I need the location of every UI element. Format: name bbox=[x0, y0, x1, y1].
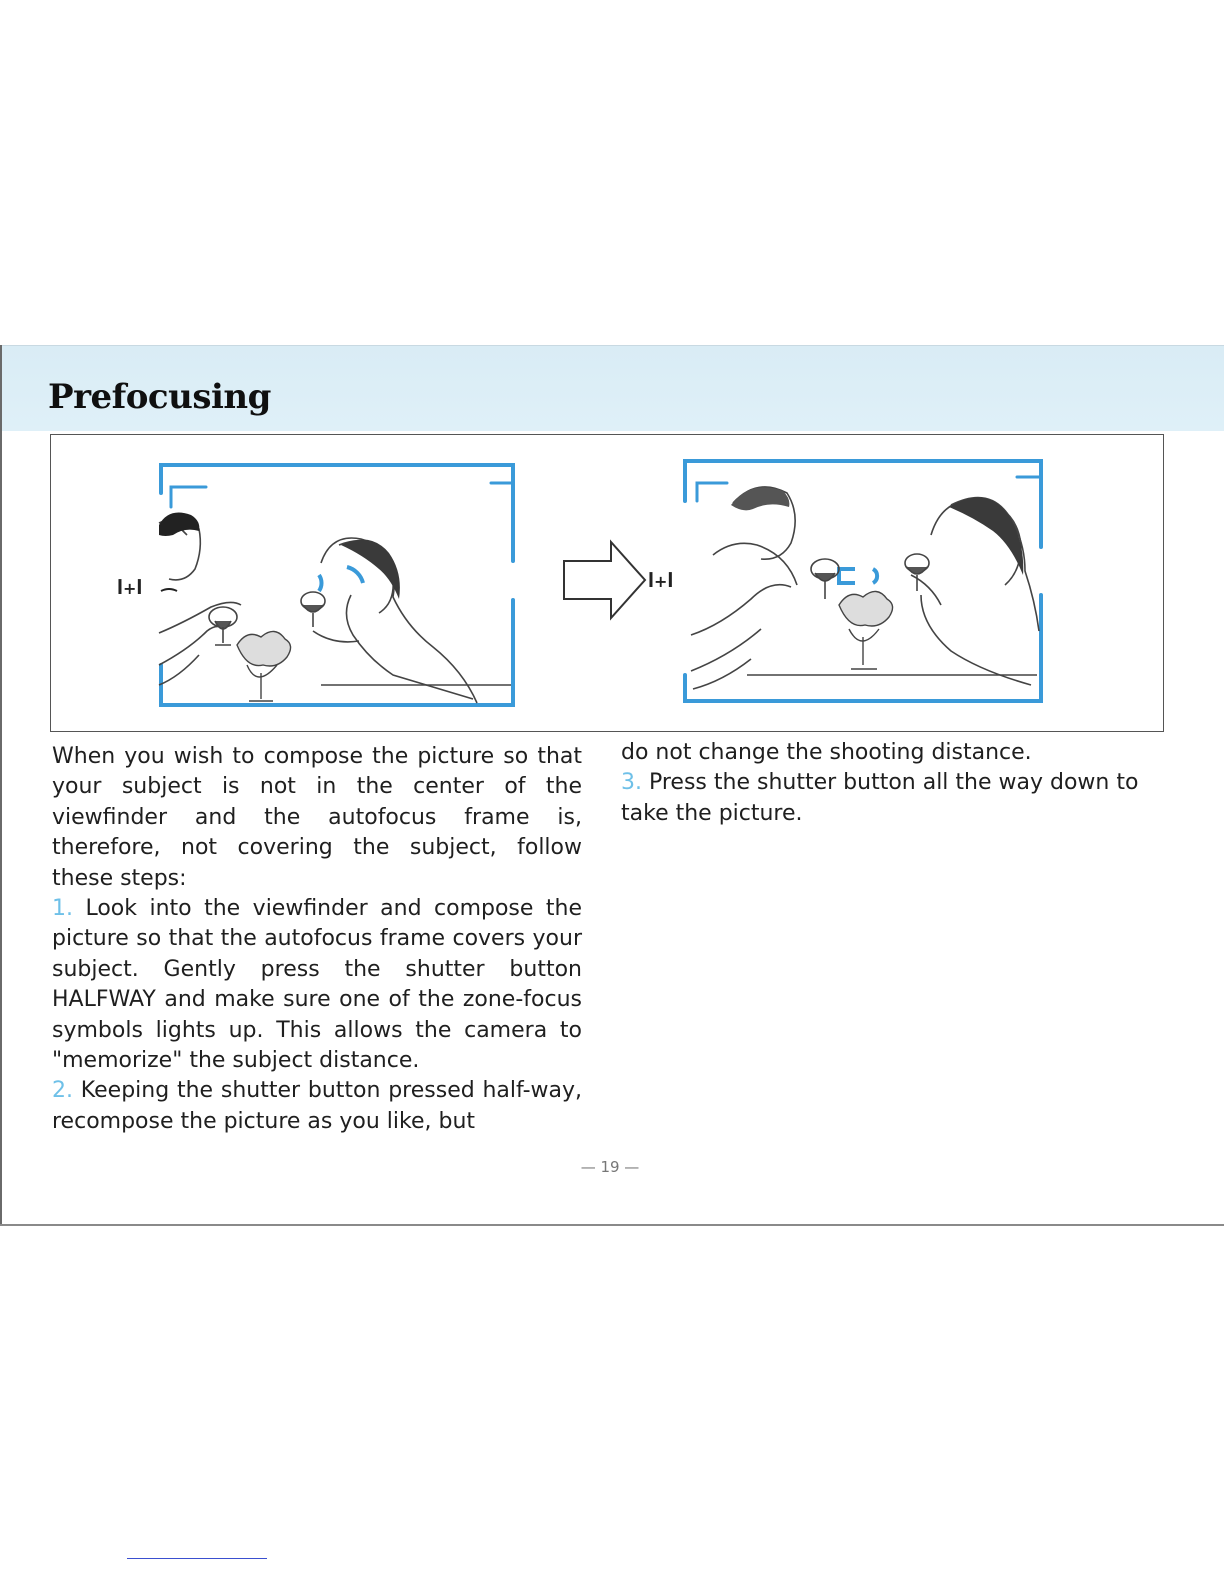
left-woman-sketch bbox=[313, 538, 511, 703]
bottom-link-underline bbox=[127, 1558, 267, 1559]
step-2-text: Keeping the shutter button pressed half-way, recompose the picture as you like, but bbox=[52, 1078, 582, 1134]
right-column-text bbox=[621, 738, 1156, 829]
page-left-rule bbox=[0, 345, 2, 1225]
right-man-glass bbox=[811, 559, 839, 599]
illustration-svg bbox=[51, 435, 1163, 731]
page-title: Prefocusing bbox=[48, 377, 271, 417]
left-viewfinder-frame bbox=[161, 465, 513, 705]
step-3-text: Press the shutter button all the way down to take the picture. bbox=[621, 770, 1139, 826]
step-3-number: 3. bbox=[621, 770, 642, 796]
page-number: — 19 — bbox=[580, 1158, 640, 1176]
right-autofocus-frame bbox=[839, 569, 877, 583]
step-2-number: 2. bbox=[52, 1078, 73, 1104]
left-man-hand bbox=[161, 589, 177, 591]
right-man-sketch bbox=[691, 487, 797, 689]
right-flower-vase bbox=[839, 591, 893, 669]
intro-paragraph: When you wish to compose the picture so that your subject is not in the center of the viewfinder and the autofocus frame is, therefore, not covering the subject, follow these steps: bbox=[52, 744, 582, 891]
step-1-text: Look into the viewfinder and compose the picture so that the autofocus frame covers your subject. Gently press the shutter button HALFWAY and make sure one of the zone-focus symbols lights up. This allows the camera to "memorize" the subject distance. bbox=[52, 896, 582, 1074]
left-flower-vase bbox=[237, 631, 291, 701]
step-1 bbox=[52, 894, 582, 1076]
left-autofocus-frame bbox=[319, 567, 363, 591]
viewfinder-illustration bbox=[50, 434, 1164, 732]
right-zone-symbol: ꟾ+ꟾ bbox=[648, 572, 674, 591]
left-woman-glass bbox=[301, 592, 325, 627]
left-man-hair bbox=[159, 513, 199, 536]
left-column-text bbox=[52, 742, 582, 1137]
step-1-number: 1. bbox=[52, 896, 73, 922]
step-3 bbox=[621, 768, 1156, 829]
step-2-continued: do not change the shooting distance. bbox=[621, 740, 1032, 765]
right-man-hair bbox=[731, 487, 789, 510]
step-2 bbox=[52, 1076, 582, 1137]
left-man-sketch bbox=[159, 519, 241, 685]
left-glass bbox=[209, 607, 237, 645]
right-woman-hair bbox=[949, 497, 1023, 575]
page-bottom-rule bbox=[0, 1224, 1224, 1226]
left-zone-symbol: ꟾ+ꟾ bbox=[117, 579, 143, 598]
arrow-icon bbox=[564, 542, 645, 618]
